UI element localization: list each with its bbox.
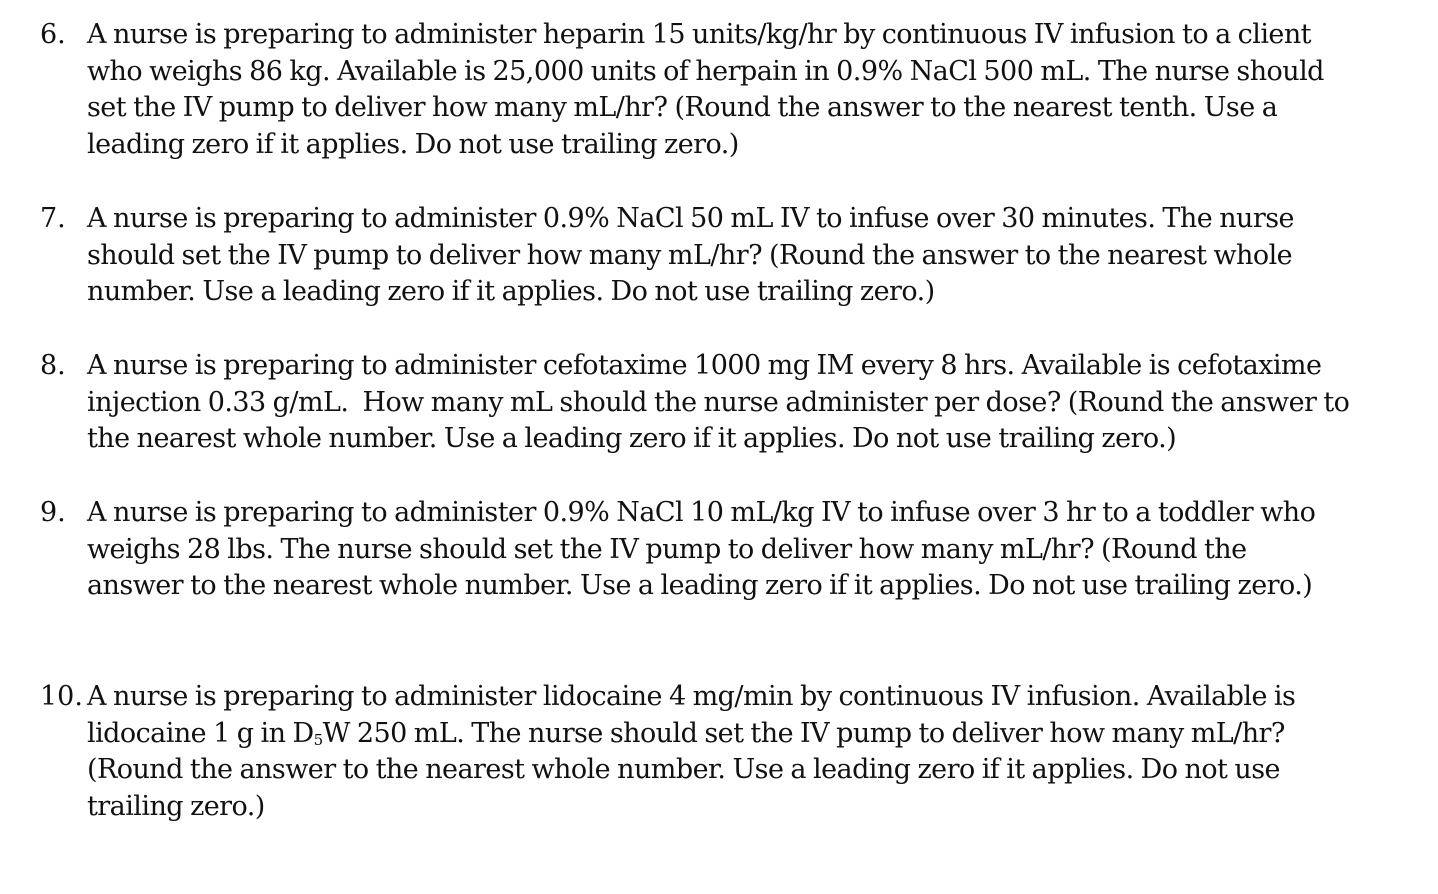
question-line: the nearest whole number. Use a leading zero if it applies. Do not use trailing zero.) — [87, 423, 1177, 455]
question-line: leading zero if it applies. Do not use trailing zero.) — [87, 129, 739, 161]
question-line: A nurse is preparing to administer cefotaxime 1000 mg IM every 8 hrs. Available is cefotaxime — [87, 350, 1322, 381]
question-line: injection 0.33 g/mL. How many mL should the nurse administer per dose? (Round the answer to — [87, 386, 1350, 418]
question-number: 6. — [40, 19, 66, 50]
question-text — [87, 348, 1395, 458]
question-line: (Round the answer to the nearest whole number. Use a leading zero if it applies. Do not use — [87, 754, 1280, 786]
question-number: 10. — [40, 681, 83, 712]
question-line: A nurse is preparing to administer heparin 15 units/kg/hr by continuous IV infusion to a client — [87, 19, 1311, 50]
question-line: trailing zero.) — [87, 791, 265, 823]
question-line — [87, 716, 1395, 753]
question-number: 8. — [40, 350, 66, 381]
question-number: 9. — [40, 497, 66, 528]
line-segment: W 250 mL. The nurse should set the IV pump to deliver how many mL/hr? — [322, 717, 1285, 749]
question-text — [87, 17, 1395, 164]
question-text — [87, 679, 1395, 826]
question-line: should set the IV pump to deliver how many mL/hr? (Round the answer to the nearest whole — [87, 239, 1293, 271]
question-line: A nurse is preparing to administer 0.9% NaCl 50 mL IV to infuse over 30 minutes. The nurse — [87, 203, 1294, 234]
question-text — [87, 495, 1395, 605]
question-line: answer to the nearest whole number. Use a leading zero if it applies. Do not use trailing zero.) — [87, 570, 1313, 602]
question-number: 7. — [40, 203, 66, 234]
question-line: who weighs 86 kg. Available is 25,000 units of herpain in 0.9% NaCl 500 mL. The nurse should — [87, 55, 1324, 87]
line-segment: lidocaine 1 g in D — [87, 717, 314, 749]
question-line: A nurse is preparing to administer lidocaine 4 mg/min by continuous IV infusion. Available is — [87, 681, 1296, 712]
question-line: number. Use a leading zero if it applies. Do not use trailing zero.) — [87, 276, 935, 308]
subscript: 5 — [313, 730, 323, 749]
question-line: A nurse is preparing to administer 0.9% NaCl 10 mL/kg IV to infuse over 3 hr to a toddler who — [87, 497, 1316, 528]
question-line: set the IV pump to deliver how many mL/hr? (Round the answer to the nearest tenth. Use a — [87, 92, 1278, 124]
question-text — [87, 201, 1395, 311]
question-line: weighs 28 lbs. The nurse should set the IV pump to deliver how many mL/hr? (Round the — [87, 533, 1247, 565]
